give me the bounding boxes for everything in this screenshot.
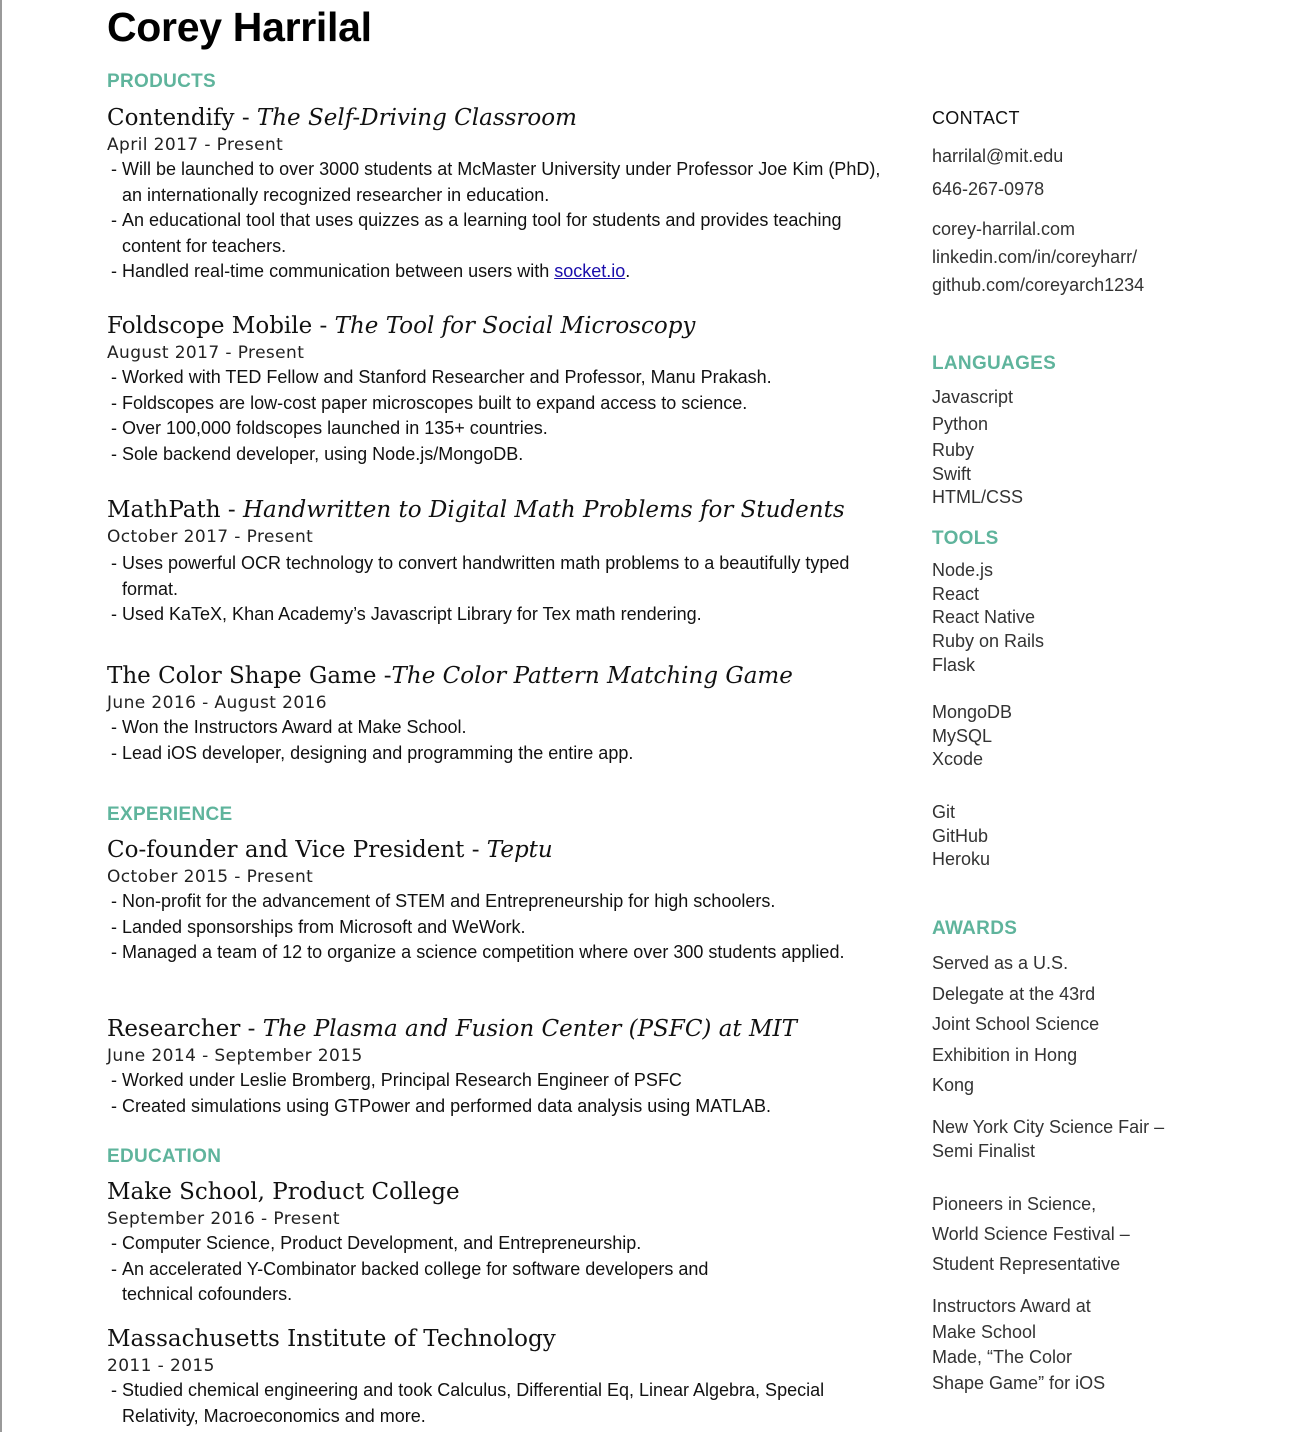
tool-item: React Native [932,607,1036,628]
product-entry [107,661,887,766]
entry-date: June 2016 - August 2016 [107,693,327,713]
tool-item: GitHub [932,825,989,846]
award-line: Student Representative [932,1254,1121,1274]
award-line: New York City Science Fair – [932,1117,1165,1137]
bullet-item: - Foldscopes are low-cost paper microscopes built to expand access to science. [107,391,887,417]
tool-item: React [932,583,980,604]
experience-entry [107,835,887,966]
entry-subtitle: Teptu [486,837,553,863]
award-item [932,948,1099,1101]
socket-io-link[interactable]: socket.io [554,261,626,282]
tool-item: MongoDB [932,702,1013,722]
bullet-item: - Worked under Leslie Bromberg, Principal Research Engineer of PSFC [107,1068,887,1094]
bullet-item: - An accelerated Y-Combinator backed college for software developers and technical cofounders. [107,1257,767,1308]
section-heading-experience: EXPERIENCE [107,804,233,825]
education-entry [107,1177,887,1308]
section-heading-tools: TOOLS [932,528,999,549]
award-line: Shape Game” for iOS [932,1373,1106,1394]
product-entry [107,495,887,628]
entry-title: Foldscope Mobile - The Tool for Social Microscopy [107,313,696,339]
award-line: Pioneers in Science, [932,1194,1097,1214]
entry-subtitle: The Color Pattern Matching Game [391,663,793,689]
award-line: Joint School Science [932,1014,1100,1034]
bullet-item: - Landed sponsorships from Microsoft and WeWork. [107,915,887,941]
bullet-list [107,1378,827,1429]
bullet-list [107,715,887,766]
entry-subtitle: The Tool for Social Microscopy [334,313,696,339]
award-line: Semi Finalist [932,1140,1036,1161]
tool-item: MySQL [932,725,993,746]
award-line: World Science Festival – [932,1224,1130,1244]
bullet-item: - Sole backend developer, using Node.js/MongoDB. [107,442,887,468]
bullet-item: - Managed a team of 12 to organize a science competition where over 300 students applied. [107,940,887,966]
award-line: Make School [932,1321,1037,1342]
contact-linkedin[interactable]: linkedin.com/in/coreyharr/ [932,247,1138,267]
entry-title: Co-founder and Vice President - Teptu [107,837,553,863]
language-item: HTML/CSS [932,487,1024,507]
tools-list-frameworks [932,559,1044,678]
bullet-item: - Studied chemical engineering and took Calculus, Differential Eq, Linear Algebra, Special Relativity, Macroeconomics and more. [107,1378,827,1429]
award-line: Delegate at the 43rd [932,983,1096,1004]
entry-title: Contendify - The Self-Driving Classroom [107,105,577,131]
entry-title: MathPath - Handwritten to Digital Math Problems for Students [107,497,845,523]
resume-name: Corey Harrilal [107,4,372,50]
entry-date: October 2017 - Present [107,527,314,547]
bullet-item: - Over 100,000 foldscopes launched in 135+ countries. [107,416,887,442]
language-item: Ruby [932,440,975,460]
bullet-list [107,157,887,285]
bullet-item: - Worked with TED Fellow and Stanford Researcher and Professor, Manu Prakash. [107,365,887,391]
award-item [932,1189,1130,1279]
bullet-item: - Used KaTeX, Khan Academy’s Javascript Library for Tex math rendering. [107,602,887,628]
product-entry [107,103,887,285]
tool-item: Xcode [932,749,984,770]
contact-heading: CONTACT [932,108,1020,128]
entry-date: August 2017 - Present [107,343,305,363]
entry-date: September 2016 - Present [107,1209,340,1229]
tool-item: Git [932,802,956,822]
entry-date: 2011 - 2015 [107,1356,215,1376]
bullet-list [107,1068,887,1119]
section-heading-education: EDUCATION [107,1146,222,1167]
entry-date: April 2017 - Present [107,135,284,155]
entry-title: The Color Shape Game -The Color Pattern Matching Game [107,663,793,689]
contact-website[interactable]: corey-harrilal.com [932,219,1076,239]
education-entry [107,1324,887,1429]
award-line: Served as a U.S. [932,953,1069,973]
award-item [932,1294,1105,1397]
tools-list-devops [932,801,990,872]
contact-phone[interactable]: 646-267-0978 [932,179,1045,199]
bullet-item: - Lead iOS developer, designing and programming the entire app. [107,741,887,767]
bullet-item: - An educational tool that uses quizzes as a learning tool for students and provides teaching content for teachers. [107,208,887,259]
entry-subtitle: The Self-Driving Classroom [256,105,577,131]
page-left-border [0,0,2,1432]
section-heading-languages: LANGUAGES [932,353,1057,374]
entry-title: Make School, Product College [107,1179,460,1205]
section-heading-awards: AWARDS [932,918,1018,939]
entry-date: October 2015 - Present [107,867,314,887]
entry-title: Researcher - The Plasma and Fusion Center (PSFC) at MIT [107,1016,797,1042]
bullet-item: - Handled real-time communication between users with socket.io. [107,259,887,285]
award-line: Exhibition in Hong [932,1044,1078,1065]
bullet-item: - Will be launched to over 3000 students at McMaster University under Professor Joe Kim (PhD), an internationally recognized researcher in education. [107,157,887,208]
tool-item: Heroku [932,849,991,870]
experience-entry [107,1014,887,1119]
entry-subtitle: The Plasma and Fusion Center (PSFC) at MIT [262,1016,797,1042]
award-line: Instructors Award at [932,1296,1091,1316]
tool-item: Ruby on Rails [932,631,1045,652]
award-item [932,1116,1164,1163]
bullet-item: - Uses powerful OCR technology to convert handwritten math problems to a beautifully typed format. [107,551,887,602]
bullet-item: - Computer Science, Product Development, and Entrepreneurship. [107,1231,767,1257]
language-item: Python [932,414,989,434]
languages-list [932,384,1023,508]
bullet-item: - Created simulations using GTPower and performed data analysis using MATLAB. [107,1094,887,1120]
bullet-list [107,365,887,467]
contact-email[interactable]: harrilal@mit.edu [932,146,1064,166]
award-line: Kong [932,1075,975,1095]
award-line: Made, “The Color [932,1347,1073,1368]
contact-github[interactable]: github.com/coreyarch1234 [932,275,1145,295]
bullet-item: - Non-profit for the advancement of STEM and Entrepreneurship for high schoolers. [107,889,887,915]
section-heading-products: PRODUCTS [107,71,217,92]
language-item: Swift [932,464,972,484]
tools-list-databases [932,701,1012,772]
entry-subtitle: Handwritten to Digital Math Problems for Students [242,497,845,523]
product-entry [107,311,887,467]
bullet-list [107,551,887,628]
entry-date: June 2014 - September 2015 [107,1046,363,1066]
tool-item: Flask [932,654,976,675]
tool-item: Node.js [932,560,994,580]
bullet-list [107,1231,767,1308]
entry-title: Massachusetts Institute of Technology [107,1326,556,1352]
bullet-list [107,889,887,966]
language-item: Javascript [932,387,1014,407]
bullet-item: - Won the Instructors Award at Make School. [107,715,887,741]
